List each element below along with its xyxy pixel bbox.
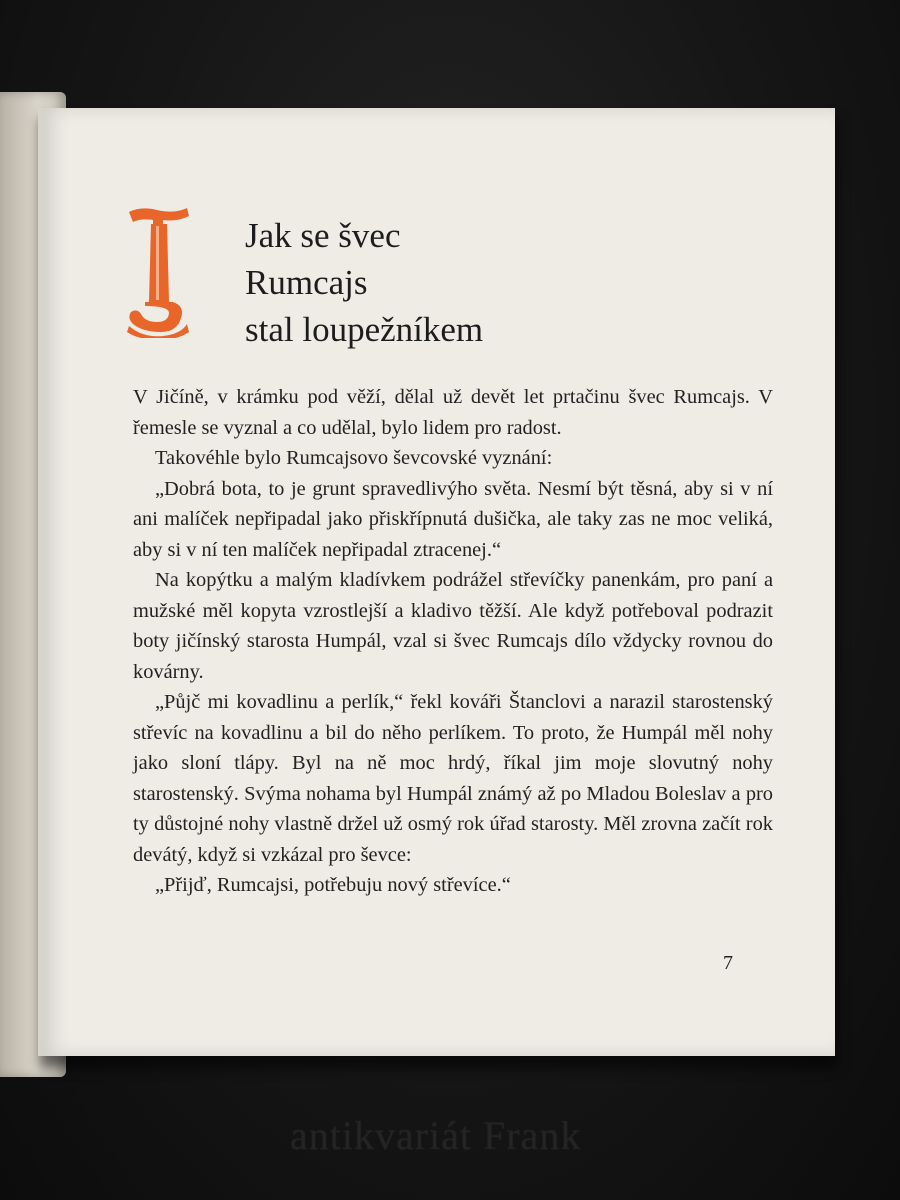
title-line-1: Jak se švec	[245, 216, 401, 255]
chapter-heading	[123, 206, 683, 349]
watermark-text: antikvariát Frank	[290, 1113, 582, 1158]
book-page	[38, 108, 835, 1056]
chapter-title	[245, 212, 483, 353]
title-line-2: Rumcajs	[245, 263, 368, 302]
decorative-initial-j	[123, 206, 193, 338]
title-line-3: stal loupežníkem	[245, 310, 484, 349]
page-number: 7	[723, 952, 733, 974]
paragraph-2: Takovéhle bylo Rumcajsovo ševcovské vyznání:	[155, 447, 553, 469]
paragraph-4: Na kopýtku a malým kladívkem podrážel střevíčky panenkám, pro paní a mužské měl kopyta vzrostlejší a kladivo těžší. Ale když potřeboval podrazit boty jičínský starosta Humpál, vzal si švec Rumcajs dílo vždycky rovnou do kovárny.	[133, 569, 773, 683]
paragraph-1: V Jičíně, v krámku pod věží, dělal už devět let prtačinu švec Rumcajs. V řemesle se vyznal a co udělal, bylo lidem pro radost.	[133, 386, 773, 439]
paragraph-6: „Přijď, Rumcajsi, potřebuju nový střevíce.“	[155, 874, 511, 896]
chapter-body	[133, 382, 773, 901]
paragraph-5: „Půjč mi kovadlinu a perlík,“ řekl kováři Štanclovi a narazil starostenský střevíc na kovadlinu a bil do něho perlíkem. To proto, že Humpál měl nohy jako sloní tlápy. Byl na ně moc hrdý, říkal jim moje slovutný nohy starostenský. Svýma nohama byl Humpál známý až po Mladou Boleslav a pro ty důstojné nohy vlastně držel už osmý rok úřad starosty. Měl zrovna začít rok devátý, když si vzkázal pro ševce:	[133, 691, 773, 866]
paragraph-3: „Dobrá bota, to je grunt spravedlivýho světa. Nesmí být těsná, aby si v ní ani malíček nepřipadal jako přiskřípnutá dušička, ale taky zas ne moc veliká, aby si v ní ten malíček nepřipadal ztracenej.“	[133, 477, 773, 561]
